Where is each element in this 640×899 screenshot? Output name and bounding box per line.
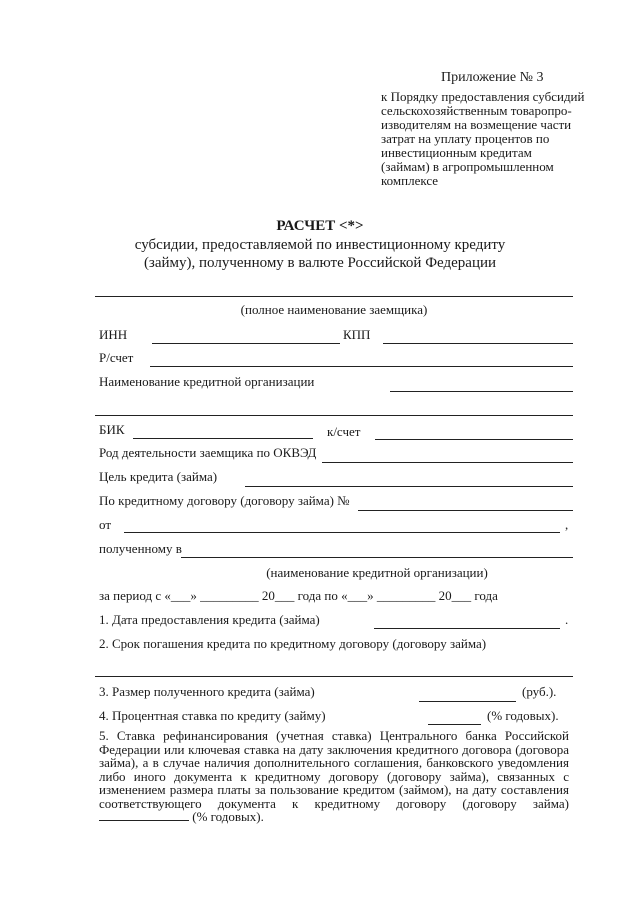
item-2-field[interactable] (95, 676, 573, 677)
credit-org-name-note: (наименование кредитной организации) (266, 565, 488, 580)
corr-account-label: к/счет (327, 424, 361, 439)
item-1-field[interactable] (374, 628, 560, 629)
received-in-label: полученному в (99, 541, 182, 556)
document-subtitle-line: (займу), полученному в валюте Российской Федерации (143, 255, 497, 271)
item-1-end: . (565, 612, 569, 627)
borrower-name-note: (полное наименование заемщика) (240, 302, 428, 317)
appendix-line: (займам) в агропромышленном (381, 159, 554, 174)
appendix-text (381, 90, 611, 188)
credit-org-field-continued[interactable] (95, 415, 573, 416)
period-line: за период с «___» _________ 20___ года по «___» _________ 20___ года (99, 588, 498, 603)
appendix-line: изводителям на возмещение части (381, 117, 572, 132)
appendix-line: инвестиционным кредитам (381, 145, 532, 160)
account-field[interactable] (150, 366, 573, 367)
bik-label: БИК (99, 422, 125, 437)
okved-field[interactable] (322, 462, 573, 463)
document-title: РАСЧЕТ <*> (276, 218, 364, 234)
item-5-paragraph (99, 729, 569, 824)
agreement-date-field[interactable] (124, 532, 560, 533)
bik-field[interactable] (133, 438, 313, 439)
item-5-text: 5. Ставка рефинансирования (учетная ставка) Центрального банка Российской Федерации или ключевая ставка на дату заключения кредитного договора (договора займа), а в случае наличия дополнительного соглашения, банковского уведомления либо иного документа к кредитному договору (договору займа), связанных с изменением размера платы за пользование кредитом (займом), на дату составления соответствующего документа к кредитному договору (договору займа) (99, 728, 569, 811)
appendix-line: затрат на уплату процентов по (381, 131, 550, 146)
appendix-line: сельскохозяйственным товаропро- (381, 103, 572, 118)
purpose-label: Цель кредита (займа) (99, 469, 218, 484)
item-1-label: 1. Дата предоставления кредита (займа) (99, 612, 320, 627)
item-5-field[interactable] (99, 810, 189, 821)
document-subtitle-line: субсидии, предоставляемой по инвестиционному кредиту (134, 237, 506, 253)
item-3-unit: (руб.). (522, 684, 557, 699)
item-3-label: 3. Размер полученного кредита (займа) (99, 684, 315, 699)
okved-label: Род деятельности заемщика по ОКВЭД (99, 445, 317, 460)
corr-account-field[interactable] (375, 439, 573, 440)
item-4-unit: (% годовых). (487, 708, 559, 723)
comma: , (565, 517, 569, 532)
item-4-field[interactable] (428, 724, 481, 725)
account-label: Р/счет (99, 350, 134, 365)
received-in-field[interactable] (181, 557, 573, 558)
inn-label: ИНН (99, 327, 128, 342)
from-label: от (99, 517, 112, 532)
inn-field[interactable] (152, 343, 340, 344)
appendix-line: комплексе (381, 173, 439, 188)
appendix-title: Приложение № 3 (441, 70, 544, 85)
purpose-field[interactable] (245, 486, 573, 487)
item-3-field[interactable] (419, 701, 516, 702)
borrower-name-line[interactable] (95, 296, 573, 297)
agreement-number-field[interactable] (358, 510, 573, 511)
item-4-label: 4. Процентная ставка по кредиту (займу) (99, 708, 326, 723)
kpp-label: КПП (343, 327, 371, 342)
agreement-label: По кредитному договору (договору займа) № (99, 493, 350, 508)
item-5-unit: (% годовых). (192, 809, 264, 824)
credit-org-label: Наименование кредитной организации (99, 374, 315, 389)
item-2-label: 2. Срок погашения кредита по кредитному договору (договору займа) (99, 636, 487, 651)
kpp-field[interactable] (383, 343, 573, 344)
appendix-line: к Порядку предоставления субсидий (381, 89, 585, 104)
credit-org-field[interactable] (390, 391, 573, 392)
